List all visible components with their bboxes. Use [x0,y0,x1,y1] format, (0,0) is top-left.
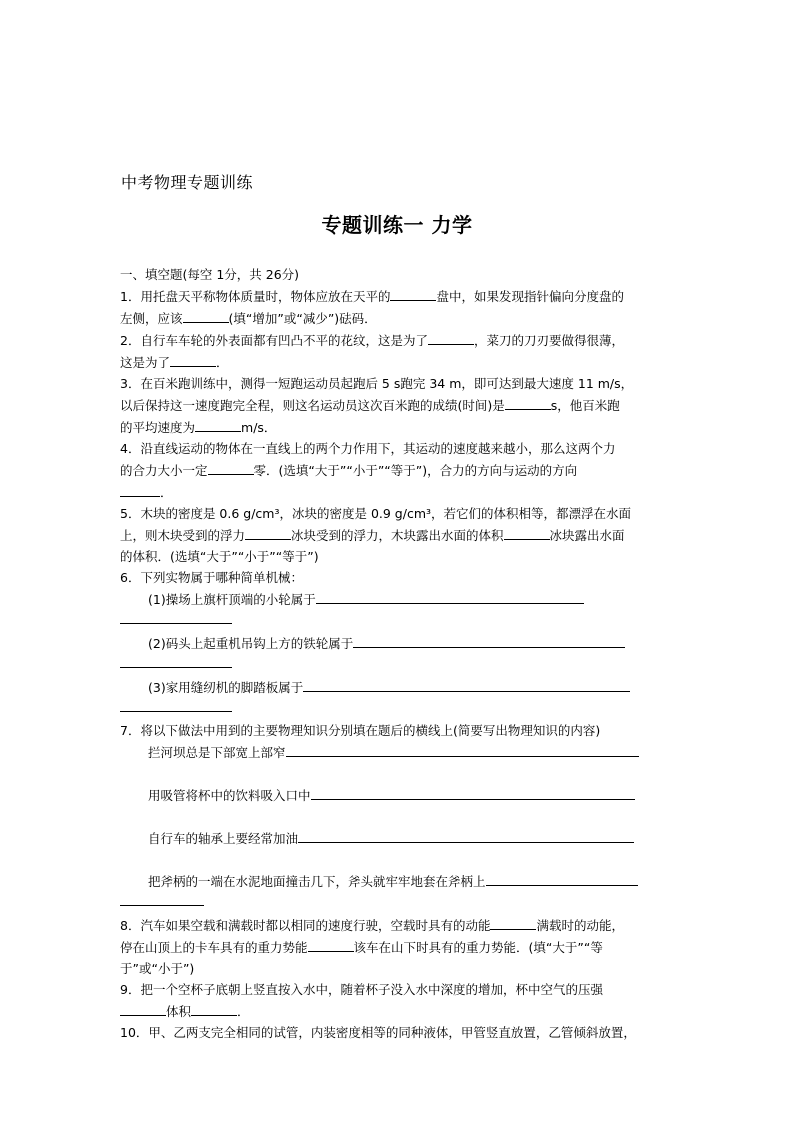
q3-text-b: 以后保持这一速度跑完全程，则这名运动员这次百米跑的成绩(时间)是 [120,398,505,413]
q5-text-d: 冰块露出水面 [549,528,625,543]
document-header: 中考物理专题训练 [121,173,254,192]
q5-text-a: 5．木块的密度是 0.6 g/cm³，冰块的密度是 0.9 g/cm³，若它们的体积相等，都漂浮在水面 [120,506,632,521]
q7-item-3-text: 自行车的轴承上要经常加油 [148,831,299,846]
answer-line[interactable] [486,870,638,886]
question-7: 7．将以下做法中用到的主要物理知识分别填在题后的横线上(简要写出物理知识的内容) [120,723,601,738]
answer-blank[interactable] [390,285,436,301]
question-2 [120,329,680,373]
question-section [120,264,680,1043]
answer-line-continuation[interactable] [120,892,204,906]
question-10 [120,1022,680,1043]
q5-text-b: 上，则木块受到的浮力 [120,528,246,543]
q5-text-c: 冰块受到的浮力，木块露出水面的体积 [291,528,504,543]
q1-text-a: 1．用托盘天平称物体质量时，物体应放在天平的 [120,289,391,304]
q3-text-c: s，他百米跑 [550,398,620,413]
answer-line-continuation[interactable] [120,698,232,712]
answer-blank[interactable] [428,329,474,345]
q1-text-b: 盘中，如果发现指针偏向分度盘的 [436,289,624,304]
q7-item-4 [120,870,680,892]
answer-blank[interactable] [120,481,160,497]
q8-text-b: 满载时的动能， [536,918,624,933]
q2-text-d: ． [216,355,229,370]
q7-item-4-text: 把斧柄的一端在水泥地面撞击几下，斧头就牢牢地套在斧柄上 [148,874,486,889]
answer-line[interactable] [316,588,584,604]
q2-text-c: 这是为了 [120,355,171,370]
answer-blank[interactable] [504,524,550,540]
question-4 [120,438,680,503]
q7-item-2 [120,784,680,806]
q9-text-c: ． [237,1004,250,1019]
q4-text-a: 4．沿直线运动的物体在一直线上的两个力作用下，其运动的速度越来越小，那么这两个力 [120,441,616,456]
q6-item-3-text: (3)家用缝纫机的脚踏板属于 [148,680,304,695]
q1-text-c: 左侧，应该 [120,311,183,326]
q8-text-a: 8．汽车如果空载和满载时都以相同的速度行驶，空载时具有的动能 [120,918,491,933]
q6-item-2 [120,632,680,654]
answer-line[interactable] [353,632,625,648]
section-heading: 一、填空题(每空 1分，共 26分) [120,267,300,282]
question-1 [120,285,680,329]
page-title: 专题训练一 力学 [321,213,473,237]
question-3 [120,373,680,438]
answer-line[interactable] [311,784,635,800]
q7-item-1 [120,741,680,763]
q9-text-a: 9．把一个空杯子底朝上竖直按入水中，随着杯子没入水中深度的增加，杯中空气的压强 [120,982,603,997]
q8-text-d: 该车在山下时具有的重力势能．(填“大于”“等 [353,940,603,955]
answer-blank[interactable] [308,936,354,952]
answer-blank[interactable] [195,416,241,432]
answer-line-continuation[interactable] [120,654,232,668]
q6-item-1 [120,588,680,610]
q7-item-2-text: 用吸管将杯中的饮料吸入口中 [148,788,311,803]
answer-line[interactable] [286,741,639,757]
q8-text-e: 于”或“小于”) [120,961,195,976]
q2-text-a: 2．自行车车轮的外表面都有凹凸不平的花纹，这是为了 [120,333,428,348]
q9-text-b: 体积 [166,1004,192,1019]
answer-blank[interactable] [245,524,291,540]
q3-text-e: m/s． [241,420,277,435]
q4-text-b: 的合力大小一定 [120,463,208,478]
answer-blank[interactable] [208,459,254,475]
question-6: 6．下列实物属于哪种简单机械： [120,570,303,585]
answer-blank[interactable] [490,914,536,930]
q4-text-d: ． [160,485,173,500]
q10-text-a: 10．甲、乙两支完全相同的试管，内装密度相等的同种液体，甲管竖直放置，乙管倾斜放置， [120,1025,636,1040]
answer-blank[interactable] [120,1000,166,1016]
q3-text-d: 的平均速度为 [120,420,196,435]
q7-item-3 [120,827,680,849]
q6-item-3 [120,676,680,698]
answer-line[interactable] [298,827,634,843]
q5-text-e: 的体积．(选填“大于”“小于”“等于”) [120,549,319,564]
question-9 [120,979,680,1022]
question-8 [120,914,680,979]
q6-item-2-text: (2)码头上起重机吊钩上方的铁轮属于 [148,636,354,651]
q3-text-a: 3．在百米跑训练中，测得一短跑运动员起跑后 5 s跑完 34 m，即可达到最大速度 11 m/s， [120,376,634,391]
answer-blank[interactable] [170,351,216,367]
q4-text-c: 零．(选填“大于”“小于”“等于”)，合力的方向与运动的方向 [253,463,578,478]
answer-line-continuation[interactable] [120,610,232,624]
answer-line[interactable] [303,676,630,692]
q7-item-1-text: 拦河坝总是下部宽上部窄 [148,745,286,760]
q6-item-1-text: (1)操场上旗杆顶端的小轮属于 [148,592,316,607]
answer-blank[interactable] [505,394,551,410]
question-5 [120,503,680,567]
answer-blank[interactable] [183,307,229,323]
q2-text-b: ，菜刀的刀刃要做得很薄， [473,333,624,348]
q8-text-c: 停在山顶上的卡车具有的重力势能 [120,940,308,955]
q1-text-d: (填“增加”或“减少”)砝码． [228,311,377,326]
answer-blank[interactable] [191,1000,237,1016]
